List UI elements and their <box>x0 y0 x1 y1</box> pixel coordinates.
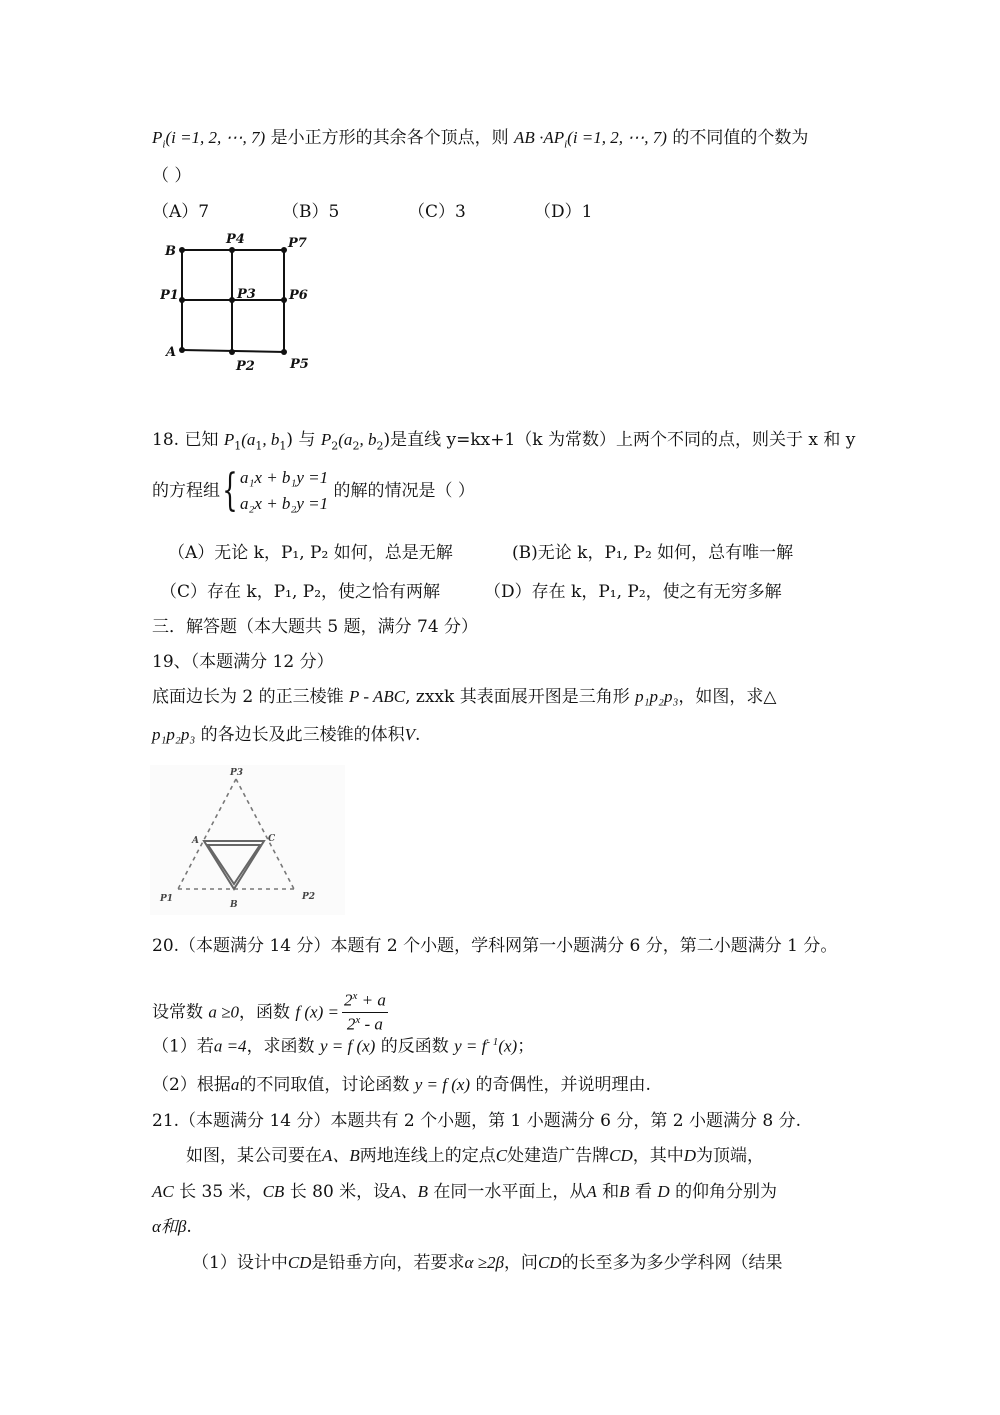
option-d: （D）1 <box>534 202 593 222</box>
equation-1: a₁x + b₁y =1 <box>240 468 329 487</box>
stem-text: ； <box>517 1036 535 1057</box>
index-range: (i =1, 2, ⋯, 7) <box>165 128 266 147</box>
stem-text: ，求函数 <box>246 1036 315 1057</box>
segment: CD <box>287 1253 312 1272</box>
coord: , b <box>262 430 280 449</box>
grid-figure <box>160 230 330 380</box>
point-p2: P <box>320 430 332 449</box>
function-name: f (x) = <box>295 1002 339 1022</box>
stem-text: ，函数 <box>239 1002 290 1023</box>
point-p1: P <box>223 430 235 449</box>
stem-text: . <box>415 725 421 745</box>
label-b: B <box>230 900 238 910</box>
equation-2: a₂x + b₂y =1 <box>240 494 329 514</box>
option-b: （B）5 <box>282 202 340 222</box>
stem-text: ，其中 <box>632 1146 684 1166</box>
stem-text: ，问 <box>503 1253 538 1273</box>
triangle-symbol: p₁p₂p₃ <box>635 687 679 706</box>
subscript: 1 <box>279 439 287 453</box>
point: D <box>683 1146 697 1165</box>
label-b: B <box>165 244 176 259</box>
stem-text: 的解的情况是（ ） <box>333 481 475 502</box>
q18-number: 18. 已知 <box>152 430 219 450</box>
coord: (a <box>241 430 256 449</box>
q19-heading: 19、（本题满分 12 分） <box>152 652 334 672</box>
points: A、B <box>390 1182 428 1201</box>
exponent: x <box>355 1014 361 1027</box>
points: A、B <box>322 1146 360 1165</box>
stem-text: 是小正方形的其余各个顶点，则 <box>270 128 509 148</box>
q21-stem-line-1 <box>186 1146 764 1166</box>
subscript: 2 <box>376 439 384 453</box>
q18-option-d: （D）存在 k，P₁, P₂，使之有无穷多解 <box>484 582 782 602</box>
subscript: 2 <box>331 439 339 453</box>
stem-text: 看 <box>634 1182 652 1202</box>
stem-text: 是铅垂方向，若要求 <box>311 1253 465 1273</box>
stem-text: （1）设计中 <box>192 1253 288 1273</box>
label-p3: P3 <box>237 287 256 302</box>
equation-system <box>240 465 328 518</box>
label-c: C <box>268 834 276 844</box>
base: 2 <box>346 1014 356 1034</box>
q18-stem-line <box>152 430 855 453</box>
subscript: 1 <box>255 439 263 453</box>
label-p1: P1 <box>160 288 179 303</box>
index-range: (i =1, 2, ⋯, 7) <box>567 128 667 147</box>
stem-text: 的奇偶性，并说明理由. <box>475 1075 651 1095</box>
inverse-fn: y = f <box>454 1036 487 1056</box>
stem-text: 的仰角分别为 <box>675 1182 778 1202</box>
triangle-symbol: p₁p₂p₃ <box>152 725 196 744</box>
stem-text: 底面边长为 2 的正三棱锥 <box>152 687 344 707</box>
stem-text: （1）若 <box>152 1036 214 1057</box>
segment: AC <box>152 1182 174 1201</box>
stem-text: , zxxk 其表面展开图是三角形 <box>405 687 630 707</box>
stem-text: 长 80 米，设 <box>289 1182 391 1202</box>
label-p5: P5 <box>290 357 309 372</box>
q20-part1 <box>152 1036 534 1057</box>
q20-definition <box>152 990 391 1035</box>
label-p2: P2 <box>236 359 255 374</box>
exponent: - 1 <box>486 1036 499 1048</box>
stem-text: 的长至多为多少学科网（结果 <box>561 1253 783 1273</box>
segment: CD <box>609 1146 633 1165</box>
subscript: i <box>564 138 568 151</box>
q19-stem-line <box>152 687 776 707</box>
stem-text: 的各边长及此三棱锥的体积 <box>200 725 405 745</box>
q18-option-a: （A）无论 k，P₁, P₂ 如何，总是无解 <box>168 543 453 563</box>
rest: + a <box>357 990 386 1010</box>
exponent: x <box>352 990 358 1002</box>
stem-text: （2）根据 <box>152 1075 231 1095</box>
segment: CB <box>262 1182 285 1201</box>
q18-system-line <box>152 465 475 518</box>
stem-text: 的反函数 <box>380 1036 449 1057</box>
p-symbol: P <box>152 128 163 147</box>
base: 2 <box>343 990 353 1010</box>
numerator <box>342 990 388 1013</box>
stem-text: 的不同取值，讨论函数 <box>239 1075 410 1095</box>
pyramid-symbol: P - ABC <box>349 687 406 706</box>
coord: (a <box>338 430 353 449</box>
stem-text: ，如图，求△ <box>678 687 777 707</box>
stem-text: 如图，某公司要在 <box>186 1146 322 1166</box>
brace: { <box>222 465 238 517</box>
q21-stem-line-2 <box>152 1182 777 1202</box>
function-expr: y = f (x) <box>319 1036 376 1056</box>
label-p2: P2 <box>302 892 316 902</box>
stem-text: 长 35 米， <box>179 1182 263 1202</box>
q19-stem-line-2 <box>152 725 420 745</box>
denominator <box>342 1013 388 1035</box>
option-c: （C）3 <box>408 202 466 222</box>
coord: ) <box>383 430 391 450</box>
volume-symbol: V <box>404 725 416 744</box>
condition: a =4 <box>213 1036 247 1056</box>
q21-heading: 21.（本题满分 14 分）本题共有 2 个小题，第 1 小题满分 6 分，第 2 小题满分 8 分. <box>152 1111 801 1131</box>
coord: , b <box>359 430 377 449</box>
triangle-net-figure <box>150 765 345 915</box>
label-p7: P7 <box>288 236 307 251</box>
label-a: A <box>166 345 177 360</box>
label-p3: P3 <box>230 768 244 778</box>
vector-expression: AB ·AP <box>514 128 565 147</box>
point: A <box>586 1182 597 1201</box>
label-p1: P1 <box>160 894 174 904</box>
stem-text: 的方程组 <box>152 481 220 502</box>
point: C <box>495 1146 508 1165</box>
q17-answer-paren: （ ） <box>152 166 192 186</box>
conjunction: 与 <box>298 430 316 450</box>
q21-part1 <box>192 1253 783 1273</box>
q18-option-b: (B)无论 k，P₁, P₂ 如何，总有唯一解 <box>512 543 794 563</box>
rest: - a <box>360 1014 383 1034</box>
stem-text: 是直线 y=kx+1（k 为常数）上两个不同的点，则关于 x 和 y <box>390 430 856 450</box>
subscript: 1 <box>234 439 242 453</box>
subscript: 2 <box>352 439 360 453</box>
q21-stem-line-3 <box>152 1217 192 1237</box>
stem-text: 的不同值的个数为 <box>672 128 809 148</box>
stem-text: 和 <box>602 1182 620 1202</box>
q17-stem-line <box>152 128 808 152</box>
label-a: A <box>192 836 199 846</box>
section-heading: 三．解答题（本大题共 5 题，满分 74 分） <box>152 617 479 637</box>
angles: α和β <box>152 1217 187 1236</box>
fraction <box>342 990 388 1035</box>
stem-text: . <box>186 1217 192 1237</box>
label-p6: P6 <box>289 288 308 303</box>
q18-option-c: （C）存在 k，P₁, P₂，使之恰有两解 <box>160 582 441 602</box>
condition: a ≥0 <box>208 1002 239 1022</box>
stem-text: 为顶端， <box>696 1146 765 1166</box>
q20-heading: 20.（本题满分 14 分）本题有 2 个小题，学科网第一小题满分 6 分，第二小题满分 1 分。 <box>152 936 838 956</box>
coord: ) <box>286 430 294 450</box>
q20-part2 <box>152 1075 651 1095</box>
segment: CD <box>537 1253 562 1272</box>
function-expr: y = f (x) <box>414 1075 471 1094</box>
label-p4: P4 <box>226 232 245 247</box>
point: D <box>657 1182 670 1201</box>
point: B <box>619 1182 630 1201</box>
stem-text: 处建造广告牌 <box>507 1146 610 1166</box>
stem-text: 设常数 <box>152 1002 203 1023</box>
option-a: （A）7 <box>152 202 210 222</box>
condition: α ≥2β <box>464 1253 504 1272</box>
stem-text: 在同一水平面上，从 <box>433 1182 587 1202</box>
subscript: i <box>162 138 166 151</box>
variable: a <box>230 1075 240 1094</box>
stem-text: 两地连线上的定点 <box>359 1146 496 1166</box>
inverse-arg: (x) <box>498 1036 518 1056</box>
